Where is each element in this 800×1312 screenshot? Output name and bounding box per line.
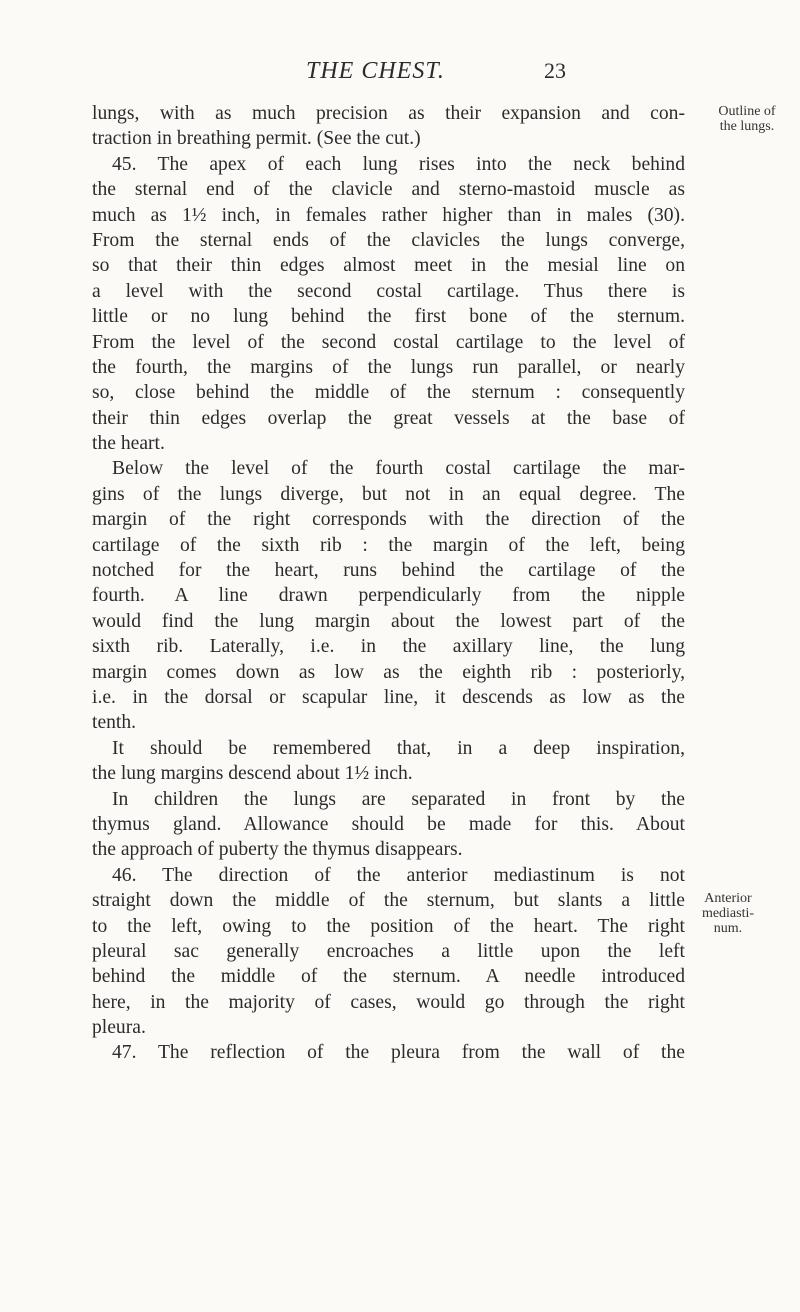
text-line: much as 1½ inch, in females rather higher than in males (30). bbox=[92, 204, 685, 226]
text-line: i.e. in the dorsal or scapular line, it descends as low as the bbox=[92, 686, 685, 708]
text-line: It should be remembered that, in a deep inspiration, bbox=[112, 737, 685, 759]
text-line: would find the lung margin about the lowest part of the bbox=[92, 610, 685, 632]
text-line: Below the level of the fourth costal cartilage the mar- bbox=[112, 458, 685, 480]
text-line: margin comes down as low as the eighth rib : posteriorly, bbox=[92, 661, 685, 683]
text-line: the heart. bbox=[92, 433, 165, 455]
text-line: 47. The reflection of the pleura from the wall of the bbox=[112, 1042, 685, 1064]
text-line: their thin edges overlap the great vessels at the base of bbox=[92, 407, 685, 429]
page-header bbox=[0, 58, 800, 88]
text-line: the fourth, the margins of the lungs run parallel, or nearly bbox=[92, 356, 685, 378]
text-line: From the level of the second costal cartilage to the level of bbox=[92, 331, 685, 353]
text-line: pleura. bbox=[92, 1017, 146, 1039]
text-line: pleural sac generally encroaches a little upon the left bbox=[92, 940, 685, 962]
text-line: little or no lung behind the first bone of the sternum. bbox=[92, 306, 685, 328]
text-line: behind the middle of the sternum. A needle introduced bbox=[92, 966, 685, 988]
running-title: THE CHEST. bbox=[306, 58, 445, 84]
margin-note-line: Outline of bbox=[718, 104, 776, 119]
margin-note-line: the lungs. bbox=[719, 119, 775, 134]
page-number: 23 bbox=[544, 58, 566, 83]
margin-note-line: Anterior bbox=[704, 891, 752, 906]
text-line: sixth rib. Laterally, i.e. in the axillary line, the lung bbox=[92, 636, 685, 658]
text-line: tenth. bbox=[92, 712, 137, 734]
text-line: lungs, with as much precision as their expansion and con- bbox=[92, 103, 685, 124]
margin-note-anterior-mediastinum bbox=[690, 891, 766, 936]
body-text bbox=[92, 101, 685, 1066]
text-line: so, close behind the middle of the sternum : consequently bbox=[92, 382, 685, 404]
text-line: thymus gland. Allowance should be made for this. About bbox=[92, 813, 685, 835]
text-line: cartilage of the sixth rib : the margin of the left, being bbox=[92, 534, 685, 556]
text-line: gins of the lungs diverge, but not in an equal degree. The bbox=[92, 483, 685, 505]
text-line: margin of the right corresponds with the direction of the bbox=[92, 509, 685, 531]
text-line: 45. The apex of each lung rises into the neck behind bbox=[112, 153, 685, 175]
text-line: here, in the majority of cases, would go through the right bbox=[92, 991, 685, 1013]
text-line: straight down the middle of the sternum, but slants a little bbox=[92, 890, 685, 912]
text-line: 46. The direction of the anterior mediastinum is not bbox=[112, 864, 685, 886]
text-line: a level with the second costal cartilage. Thus there is bbox=[92, 280, 685, 302]
text-line: notched for the heart, runs behind the cartilage of the bbox=[92, 560, 685, 582]
text-line: to the left, owing to the position of the heart. The right bbox=[92, 915, 685, 937]
text-line: traction in breathing permit. (See the cut.) bbox=[92, 128, 421, 150]
text-line: the approach of puberty the thymus disappears. bbox=[92, 839, 463, 861]
text-line: From the sternal ends of the clavicles the lungs converge, bbox=[92, 229, 685, 251]
margin-note-line: mediasti- bbox=[701, 906, 755, 921]
text-line: the lung margins descend about 1½ inch. bbox=[92, 763, 413, 785]
text-line: In children the lungs are separated in front by the bbox=[112, 788, 685, 810]
margin-note-line: num. bbox=[713, 921, 743, 936]
text-line: the sternal end of the clavicle and sterno-mastoid muscle as bbox=[92, 179, 685, 201]
text-line: fourth. A line drawn perpendicularly from the nipple bbox=[92, 585, 685, 607]
margin-note-outline-of-lungs bbox=[697, 104, 797, 134]
text-line: so that their thin edges almost meet in the mesial line on bbox=[92, 255, 685, 277]
